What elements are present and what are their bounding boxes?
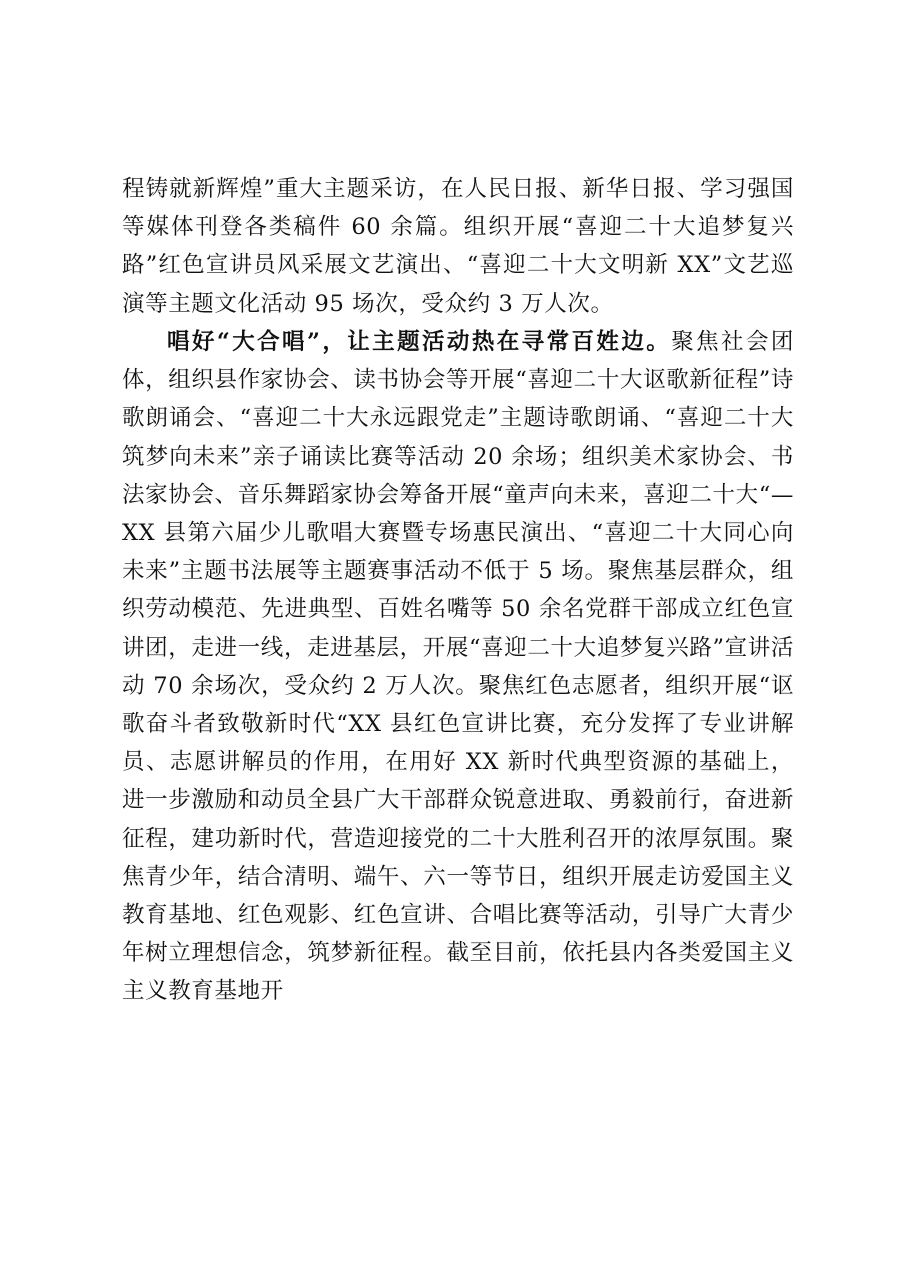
paragraph-body: 聚焦社会团体，组织县作家协会、读书协会等开展“喜迎二十大讴歌新征程”诗歌朗诵会、“喜迎二十大永远跟党走”主题诗歌朗诵、“喜迎二十大筑梦向未来”亲子诵读比赛等活动 20 余场；组织美术家协会、书法家协会、音乐舞蹈家协会筹备开展“童声向未来，喜迎二十大“—XX 县第六届少儿歌唱大赛暨专场惠民演出、“喜迎二十大同心向未来”主题书法展等主题赛事活动不低于 5 场。聚焦基层群众，组织劳动模范、先进典型、百姓名嘴等 50 余名党群干部成立红色宣讲团，走进一线，走进基层，开展“喜迎二十大追梦复兴路”宣讲活动 70 余场次，受众约 2 万人次。聚焦红色志愿者，组织开展“讴歌奋斗者致敬新时代“XX 县红色宣讲比赛，充分发挥了专业讲解员、志愿讲解员的作用，在用好 XX 新时代典型资源的基础上，进一步激励和动员全县广大干部群众锐意进取、勇毅前行，奋进新征程，建功新时代，营造迎接党的二十大胜利召开的浓厚氛围。聚焦青少年，结合清明、端午、六一等节日，组织开展走访爱国主义教育基地、红色观影、红色宣讲、合唱比赛等活动，引导广大青少年树立理想信念，筑梦新征程。截至目前，依托县内各类爱国主义主义教育基地开 (122, 329, 794, 1005)
paragraph-lead-heading: 唱好“大合唱”，让主题活动热在寻常百姓边。 (167, 329, 672, 355)
paragraph-text (122, 170, 794, 323)
paragraph-continuation (122, 170, 794, 323)
paragraph-chorus (122, 323, 794, 1011)
paragraph-text (122, 323, 794, 1011)
paragraph-body: 程铸就新辉煌”重大主题采访，在人民日报、新华日报、学习强国等媒体刊登各类稿件 60 余篇。组织开展“喜迎二十大追梦复兴路”红色宣讲员风采展文艺演出、“喜迎二十大文明新 XX”文艺巡演等主题文化活动 95 场次，受众约 3 万人次。 (122, 176, 794, 317)
